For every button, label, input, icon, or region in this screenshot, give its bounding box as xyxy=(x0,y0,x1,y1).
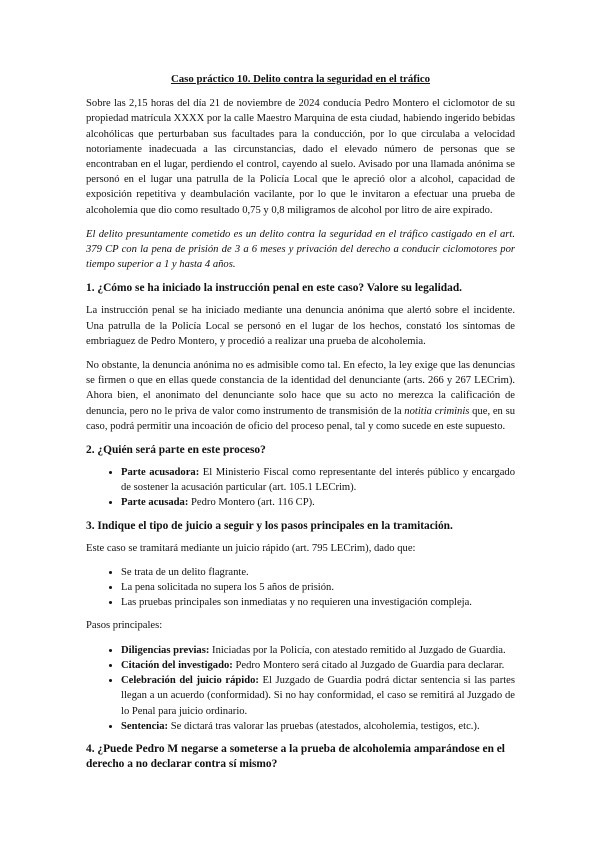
answer-1-p2-text-b: que, en su caso, podrá permitir una incoación de oficio del proceso penal, tal y como sucede en este supuesto. xyxy=(86,405,515,432)
list-item-term: Celebración del juicio rápido: xyxy=(121,675,259,687)
list-item-text: Iniciadas por la Policía, con atestado remitido al Juzgado de Guardia. xyxy=(209,644,506,656)
list-item xyxy=(121,495,515,510)
list-item-text: Pedro Montero será citado al Juzgado de Guardia para declarar. xyxy=(232,659,505,671)
list-item xyxy=(121,465,515,495)
answer-3-intro: Este caso se tramitará mediante un juicio rápido (art. 795 LECrim), dado que: xyxy=(86,542,416,554)
question-4-heading: 4. ¿Puede Pedro M negarse a someterse a la prueba de alcoholemia amparándose en el derecho a no declarar contra sí mismo? xyxy=(86,742,505,770)
list-item-term: Parte acusadora: xyxy=(121,467,200,479)
list-item-term: Diligencias previas: xyxy=(121,644,210,656)
parties-list xyxy=(86,465,515,511)
document-title: Caso práctico 10. Delito contra la seguridad en el tráfico xyxy=(170,73,431,85)
list-item xyxy=(121,719,515,734)
steps-list xyxy=(86,643,515,734)
crime-note: El delito presuntamente cometido es un delito contra la seguridad en el tráfico castigado en el art. 379 CP con la pena de prisión de 3 a 6 meses y privación del derecho a conducir ciclomotores por tiempo superior a 1 y hasta 4 años. xyxy=(86,228,515,271)
case-statement: Sobre las 2,15 horas del día 21 de noviembre de 2024 conducía Pedro Montero el ciclomotor de su propiedad matrícula XXXX por la calle Maestro Marquina de esta ciudad, habiendo ingerido bebidas alcohólicas que perturbaban sus facultades para la conducción, por lo que circulaba a velocidad notoriamente inadecuada a las circunstancias, dado el elevado número de personas que se encontraban en el lugar, perdiendo el control, cayendo al suelo. Avisado por una llamada anónima se personó en el lugar una patrulla de la Policía Local que le apreció olor a alcohol, capacidad de exposición repetitiva y deambulación vacilante, por lo que le invitaron a efectuar una prueba de alcoholemia que dio como resultado 0,75 y 0,8 miligramos de alcohol por litro de aire expirado. xyxy=(86,98,515,216)
question-3-heading: 3. Indique el tipo de juicio a seguir y los pasos principales en la tramitación. xyxy=(86,519,453,532)
list-item-term: Sentencia: xyxy=(121,720,169,732)
answer-1-p2-text-a: No obstante, la denuncia anónima no es admisible como tal. En efecto, la ley exige que las denuncias se firmen o que en ellas quede constancia de la identidad del denunciante (arts. 266 y 267 LECrim). Ahora bien, el anonimato del denunciante solo hace que su acto no merezca la calificación de denuncia, pero no le priva de valor como instrumento de transmisión de la xyxy=(86,360,515,417)
list-item-text: El Ministerio Fiscal como representante del interés público y encargado de sostener la acusación particular (art. 105.1 LECrim). xyxy=(121,467,516,494)
list-item xyxy=(121,658,515,673)
list-item: • Las pruebas principales son inmediatas y no requieren una investigación compleja. xyxy=(121,595,515,610)
list-item-text: Se dictará tras valorar las pruebas (atestados, alcoholemia, testigos, etc.). xyxy=(168,720,480,732)
list-item xyxy=(121,673,515,719)
question-2-heading: 2. ¿Quién será parte en este proceso? xyxy=(86,444,266,457)
answer-1-paragraph-2 xyxy=(86,358,515,434)
list-item: • Se trata de un delito flagrante. xyxy=(121,565,515,580)
list-item-term: Citación del investigado: xyxy=(121,659,233,671)
reasons-list xyxy=(86,565,515,611)
list-item-term: Parte acusada: xyxy=(121,497,189,509)
answer-1-p2-latin-term: notitia criminis xyxy=(404,405,470,417)
steps-label: Pasos principales: xyxy=(86,620,163,632)
list-item xyxy=(121,643,515,658)
list-item-text: El Juzgado de Guardia podrá dictar sentencia si las partes llegan a un acuerdo (conformidad). Si no hay conformidad, el caso se remitirá al Juzgado de lo Penal para juicio ordinario. xyxy=(121,675,515,717)
list-item: • La pena solicitada no supera los 5 años de prisión. xyxy=(121,580,515,595)
list-item-text: Pedro Montero (art. 116 CP). xyxy=(188,497,315,509)
answer-1-paragraph-1: La instrucción penal se ha iniciado mediante una denuncia anónima que alertó sobre el incidente. Una patrulla de la Policía Local se personó en el lugar de los hechos, constató los síntomas de embriaguez de Pedro Montero, y procedió a realizar una prueba de alcoholemia. xyxy=(86,305,515,347)
question-1-heading: 1. ¿Cómo se ha iniciado la instrucción penal en este caso? Valore su legalidad. xyxy=(86,282,463,295)
